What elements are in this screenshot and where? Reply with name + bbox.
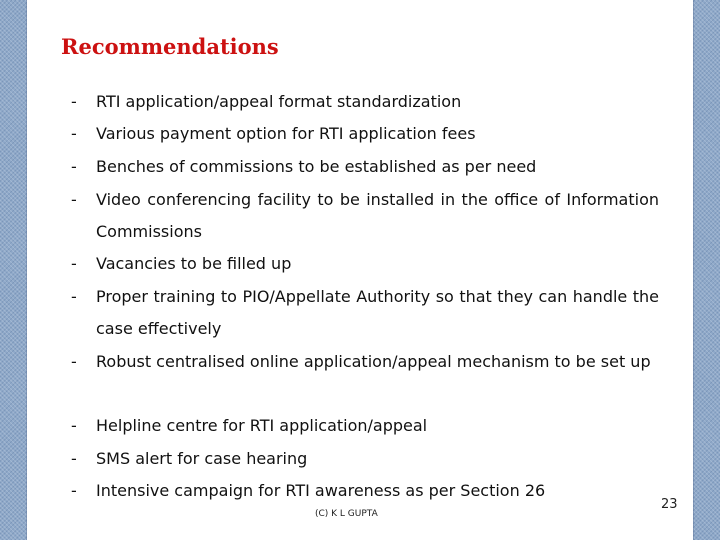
list-item-text: Proper training to PIO/Appellate Authority so that they can handle the case effectively — [96, 287, 659, 338]
slide-title: Recommendations — [61, 34, 279, 59]
footer-copyright: (C) K L GUPTA — [315, 509, 378, 519]
bullet-marker: - — [71, 254, 77, 273]
list-item — [71, 118, 659, 150]
list-item-text: Robust centralised online application/appeal mechanism to be set up — [96, 352, 651, 371]
bullet-marker: - — [71, 481, 77, 500]
list-item-text: RTI application/appeal format standardization — [96, 92, 462, 111]
page-number: 23 — [661, 497, 678, 512]
bullet-marker: - — [71, 352, 77, 371]
list-item-text: Video conferencing facility to be installed in the office of Information Commissions — [96, 190, 659, 241]
bullet-marker: - — [71, 416, 77, 435]
list-item — [71, 475, 659, 507]
list-item — [71, 410, 659, 442]
list-item — [71, 86, 659, 118]
list-item-text: Helpline centre for RTI application/appeal — [96, 416, 428, 435]
list-item — [71, 184, 659, 248]
bullet-marker: - — [71, 92, 77, 111]
slide — [27, 0, 693, 540]
list-item-text: Various payment option for RTI application fees — [96, 124, 476, 143]
list-item — [71, 151, 659, 183]
bullet-marker: - — [71, 157, 77, 176]
list-item — [71, 248, 659, 280]
list-item — [71, 443, 659, 475]
list-item-text: Intensive campaign for RTI awareness as per Section 26 — [96, 481, 546, 500]
list-item-text: SMS alert for case hearing — [96, 449, 308, 468]
bullet-list — [27, 0, 693, 540]
bullet-marker: - — [71, 124, 77, 143]
list-item-text: Benches of commissions to be established as per need — [96, 157, 537, 176]
bullet-marker: - — [71, 449, 77, 468]
list-item — [71, 281, 659, 345]
list-item-text: Vacancies to be filled up — [96, 254, 292, 273]
bullet-marker: - — [71, 287, 77, 306]
list-item — [71, 346, 659, 378]
bullet-marker: - — [71, 190, 77, 209]
